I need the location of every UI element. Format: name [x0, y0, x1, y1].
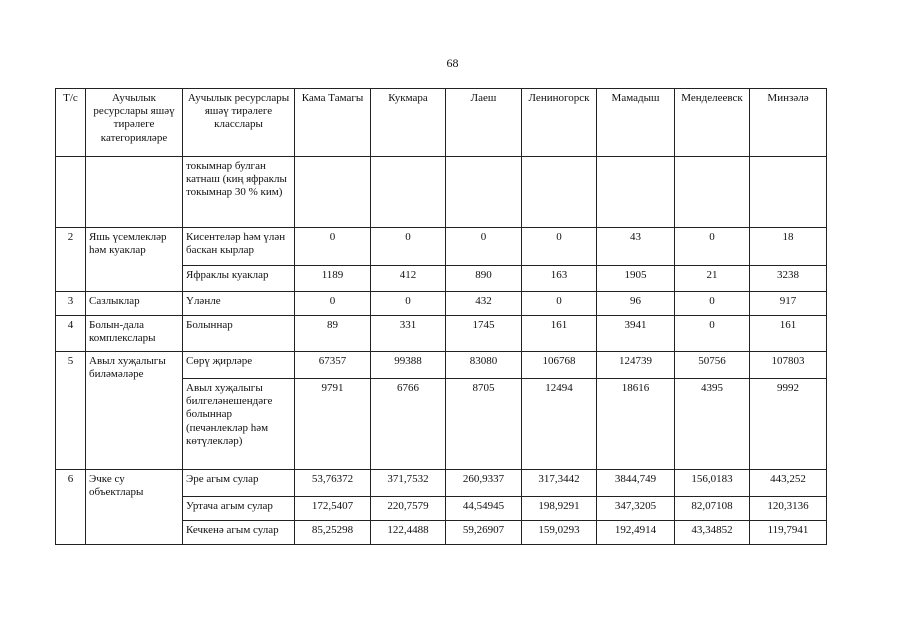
data-table: [55, 88, 827, 545]
value-cell: [446, 157, 522, 228]
value-cell: 53,76372: [295, 470, 371, 497]
value-cell: 21: [675, 266, 750, 292]
value-cell: 89: [295, 316, 371, 352]
value-cell: 331: [371, 316, 446, 352]
class-cell: Сөрү җирләре: [183, 352, 295, 379]
value-cell: 83080: [446, 352, 522, 379]
table-row: [56, 352, 827, 379]
header-cell: Кукмара: [371, 89, 446, 157]
value-cell: 0: [295, 292, 371, 316]
value-cell: 192,4914: [597, 521, 675, 545]
value-cell: 122,4488: [371, 521, 446, 545]
value-cell: 120,3136: [750, 497, 827, 521]
header-cell: Аучылык ресурслары яшәү тирәлеге класслары: [183, 89, 295, 157]
category-cell: Эчке су объектлары: [86, 470, 183, 545]
class-cell: Авыл хуҗалыгы билгеләнешендәге болыннар (печәнлекләр һәм көтүлекләр): [183, 379, 295, 470]
value-cell: 917: [750, 292, 827, 316]
row-number-cell: 4: [56, 316, 86, 352]
value-cell: 18616: [597, 379, 675, 470]
row-number-cell: 3: [56, 292, 86, 316]
category-cell: Авыл хуҗалыгы биләмәләре: [86, 352, 183, 470]
class-cell: Эре агым сулар: [183, 470, 295, 497]
row-number-cell: 2: [56, 228, 86, 292]
value-cell: 59,26907: [446, 521, 522, 545]
category-cell: Яшь үсемлекләр һәм куаклар: [86, 228, 183, 292]
value-cell: 220,7579: [371, 497, 446, 521]
header-cell: Аучылык ресурслары яшәү тирәлеге категорияләре: [86, 89, 183, 157]
page-number: 68: [446, 56, 459, 70]
value-cell: 9791: [295, 379, 371, 470]
value-cell: 9992: [750, 379, 827, 470]
value-cell: 0: [522, 228, 597, 266]
header-cell: Менделеевск: [675, 89, 750, 157]
value-cell: 163: [522, 266, 597, 292]
value-cell: 0: [295, 228, 371, 266]
value-cell: 0: [522, 292, 597, 316]
header-cell: Т/с: [56, 89, 86, 157]
value-cell: 1905: [597, 266, 675, 292]
value-cell: 4395: [675, 379, 750, 470]
value-cell: 106768: [522, 352, 597, 379]
value-cell: 96: [597, 292, 675, 316]
header-cell: Лениногорск: [522, 89, 597, 157]
value-cell: 0: [675, 228, 750, 266]
value-cell: 260,9337: [446, 470, 522, 497]
value-cell: 0: [675, 292, 750, 316]
value-cell: 172,5407: [295, 497, 371, 521]
value-cell: 43,34852: [675, 521, 750, 545]
value-cell: 443,252: [750, 470, 827, 497]
value-cell: [750, 157, 827, 228]
class-cell: токымнар булган катнаш (киң яфраклы токымнар 30 % ким): [183, 157, 295, 228]
table-header-row: [56, 89, 827, 157]
value-cell: [295, 157, 371, 228]
value-cell: 12494: [522, 379, 597, 470]
value-cell: 432: [446, 292, 522, 316]
class-cell: Болыннар: [183, 316, 295, 352]
value-cell: 50756: [675, 352, 750, 379]
value-cell: 0: [446, 228, 522, 266]
value-cell: 161: [522, 316, 597, 352]
value-cell: [675, 157, 750, 228]
value-cell: 159,0293: [522, 521, 597, 545]
value-cell: 0: [675, 316, 750, 352]
category-cell: Сазлыклар: [86, 292, 183, 316]
table-row: [56, 228, 827, 266]
row-number-cell: 6: [56, 470, 86, 545]
value-cell: 3844,749: [597, 470, 675, 497]
value-cell: [371, 157, 446, 228]
value-cell: 347,3205: [597, 497, 675, 521]
class-cell: Үләнле: [183, 292, 295, 316]
class-cell: Уртача агым сулар: [183, 497, 295, 521]
value-cell: 317,3442: [522, 470, 597, 497]
table-row: [56, 470, 827, 497]
class-cell: Кисентеләр һәм үлән баскан кырлар: [183, 228, 295, 266]
value-cell: 890: [446, 266, 522, 292]
header-cell: Кама Тамагы: [295, 89, 371, 157]
value-cell: 43: [597, 228, 675, 266]
value-cell: 44,54945: [446, 497, 522, 521]
header-cell: Лаеш: [446, 89, 522, 157]
class-cell: Кечкенә агым сулар: [183, 521, 295, 545]
value-cell: 99388: [371, 352, 446, 379]
header-cell: Мамадыш: [597, 89, 675, 157]
value-cell: 371,7532: [371, 470, 446, 497]
value-cell: 18: [750, 228, 827, 266]
table-row: [56, 157, 827, 228]
value-cell: 0: [371, 228, 446, 266]
value-cell: 6766: [371, 379, 446, 470]
value-cell: [597, 157, 675, 228]
category-cell: [86, 157, 183, 228]
category-cell: Болын-дала комплекслары: [86, 316, 183, 352]
value-cell: 8705: [446, 379, 522, 470]
table-row: [56, 316, 827, 352]
value-cell: 198,9291: [522, 497, 597, 521]
value-cell: 67357: [295, 352, 371, 379]
value-cell: 107803: [750, 352, 827, 379]
table-row: [56, 292, 827, 316]
row-number-cell: 5: [56, 352, 86, 470]
value-cell: 124739: [597, 352, 675, 379]
value-cell: 119,7941: [750, 521, 827, 545]
value-cell: 412: [371, 266, 446, 292]
value-cell: 1189: [295, 266, 371, 292]
row-number-cell: [56, 157, 86, 228]
value-cell: 82,07108: [675, 497, 750, 521]
value-cell: 85,25298: [295, 521, 371, 545]
value-cell: [522, 157, 597, 228]
value-cell: 3238: [750, 266, 827, 292]
header-cell: Минзәлә: [750, 89, 827, 157]
value-cell: 0: [371, 292, 446, 316]
value-cell: 161: [750, 316, 827, 352]
value-cell: 156,0183: [675, 470, 750, 497]
value-cell: 1745: [446, 316, 522, 352]
value-cell: 3941: [597, 316, 675, 352]
class-cell: Яфраклы куаклар: [183, 266, 295, 292]
